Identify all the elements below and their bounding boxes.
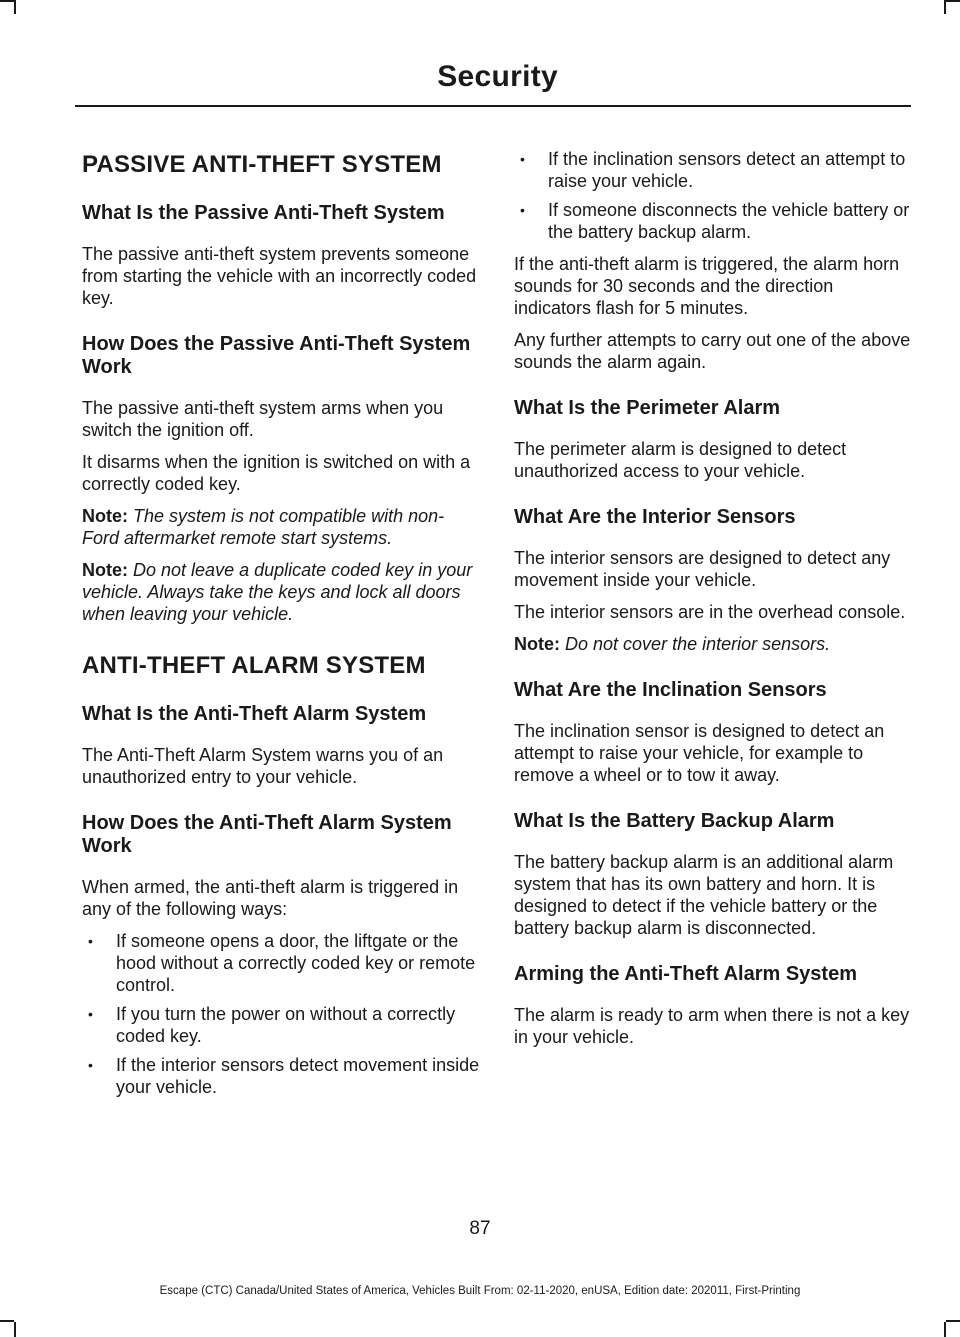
section-heading-passive-anti-theft: PASSIVE ANTI-THEFT SYSTEM (82, 151, 442, 178)
list-item: • If the interior sensors detect movement inside your vehicle. (82, 1054, 480, 1098)
header-divider (75, 105, 911, 107)
subheading-inclination-sensors: What Are the Inclination Sensors (514, 679, 827, 701)
subheading-interior-sensors: What Are the Interior Sensors (514, 506, 796, 528)
crop-mark-top-left (14, 0, 16, 14)
note-duplicate-key (82, 559, 480, 625)
crop-mark-bottom-left (0, 1320, 14, 1322)
paragraph-what-is-alarm: The Anti-Theft Alarm System warns you of an unauthorized entry to your vehicle. (82, 745, 444, 787)
paragraph-battery-backup: The battery backup alarm is an additional alarm system that has its own battery and horn. It is designed to detect if the vehicle battery or the battery backup alarm is disconnected. (514, 852, 894, 938)
subheading-battery-backup: What Is the Battery Backup Alarm (514, 810, 835, 832)
paragraph-perimeter: The perimeter alarm is designed to detect unauthorized access to your vehicle. (514, 439, 847, 481)
note-label: Note: (82, 560, 128, 580)
subheading-what-is-passive: What Is the Passive Anti-Theft System (82, 202, 445, 224)
page-header-title: Security (437, 60, 558, 93)
paragraph-arming: The alarm is ready to arm when there is not a key in your vehicle. (514, 1005, 910, 1047)
note-remote-start (82, 505, 480, 549)
paragraph-further-attempts: Any further attempts to carry out one of the above sounds the alarm again. (514, 330, 911, 372)
note-interior-sensors (514, 633, 912, 655)
right-column (514, 148, 912, 1058)
list-item: • If the inclination sensors detect an attempt to raise your vehicle. (514, 148, 912, 192)
footer-edition-text: Escape (CTC) Canada/United States of America, Vehicles Built From: 02-11-2020, enUSA, Edition date: 202011, First-Printing (159, 1285, 801, 1297)
paragraph-disarms: It disarms when the ignition is switched on with a correctly coded key. (82, 452, 471, 494)
note-text: Do not cover the interior sensors. (565, 634, 831, 654)
crop-mark-bottom-right (946, 1320, 960, 1322)
list-item: • If someone disconnects the vehicle battery or the battery backup alarm. (514, 199, 912, 243)
paragraph-when-armed: When armed, the anti-theft alarm is triggered in any of the following ways: (82, 877, 459, 919)
list-item: • If you turn the power on without a correctly coded key. (82, 1003, 480, 1047)
note-text: The system is not compatible with non-Ford aftermarket remote start systems. (82, 506, 445, 548)
subheading-arming-alarm: Arming the Anti-Theft Alarm System (514, 963, 857, 985)
subheading-how-alarm-works: How Does the Anti-Theft Alarm System Work (82, 812, 452, 857)
page-number: 87 (469, 1218, 491, 1239)
subheading-what-is-alarm: What Is the Anti-Theft Alarm System (82, 703, 427, 725)
subheading-how-passive-works: How Does the Passive Anti-Theft System Work (82, 333, 471, 378)
paragraph-inclination: The inclination sensor is designed to detect an attempt to raise your vehicle, for example to remove a wheel or to tow it away. (514, 721, 885, 785)
paragraph-what-is-passive: The passive anti-theft system prevents someone from starting the vehicle with an incorrectly coded key. (82, 244, 477, 308)
paragraph-triggered: If the anti-theft alarm is triggered, the alarm horn sounds for 30 seconds and the direction indicators flash for 5 minutes. (514, 254, 900, 318)
trigger-list-continued (514, 148, 912, 243)
trigger-list (82, 930, 480, 1098)
paragraph-arms: The passive anti-theft system arms when you switch the ignition off. (82, 398, 444, 440)
paragraph-interior-2: The interior sensors are in the overhead console. (514, 602, 906, 622)
crop-mark-top-right (944, 0, 946, 14)
crop-mark-bottom-right (944, 1322, 946, 1337)
left-column (82, 148, 480, 1108)
subheading-perimeter-alarm: What Is the Perimeter Alarm (514, 397, 781, 419)
note-label: Note: (82, 506, 128, 526)
note-label: Note: (514, 634, 560, 654)
paragraph-interior-1: The interior sensors are designed to detect any movement inside your vehicle. (514, 548, 891, 590)
crop-mark-bottom-left (14, 1322, 16, 1337)
crop-mark-top-left (0, 0, 14, 2)
section-heading-alarm-system: ANTI-THEFT ALARM SYSTEM (82, 652, 426, 679)
crop-mark-top-right (944, 0, 960, 2)
list-item: • If someone opens a door, the liftgate or the hood without a correctly coded key or remote control. (82, 930, 480, 996)
note-text: Do not leave a duplicate coded key in your vehicle. Always take the keys and lock all doors when leaving your vehicle. (82, 560, 473, 624)
